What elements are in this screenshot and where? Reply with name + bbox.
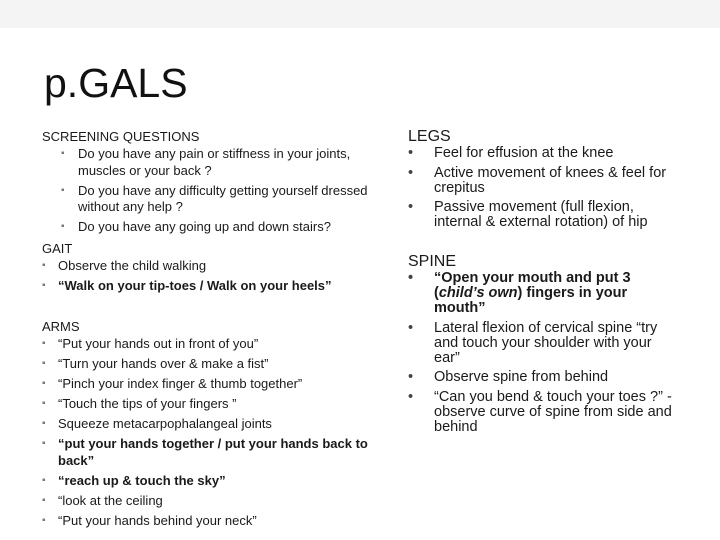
bullet-icon: ▪: [42, 259, 46, 271]
list-item: ▪ “Put your hands out in front of you”: [42, 335, 259, 351]
list-item: • “Open your mouth and put 3 (child’s own) fingers in your mouth”: [408, 270, 631, 316]
bullet-icon: •: [408, 145, 414, 161]
list-item: • “Can you bend & touch your toes ?” - observe curve of spine from side and behind: [408, 388, 672, 435]
list-item: • Active movement of knees & feel for crepitus: [408, 164, 667, 196]
arms-heading: ARMS: [42, 318, 80, 334]
bullet-icon: •: [408, 199, 414, 215]
gait-list: [42, 258, 372, 295]
spine-list: [408, 271, 678, 435]
bullet-icon: ▪: [42, 398, 46, 410]
bullet-icon: ▪: [42, 495, 46, 507]
bullet-icon: •: [408, 388, 414, 405]
bullet-icon: ▪: [42, 418, 46, 430]
list-item: ▪ Squeeze metacarpophalangeal joints: [42, 416, 272, 432]
legs-list: [408, 146, 678, 230]
list-item: • Observe spine from behind: [408, 369, 609, 385]
bullet-icon: ▪: [42, 378, 46, 390]
spine-heading: SPINE: [408, 253, 457, 270]
legs-heading: LEGS: [408, 128, 451, 145]
list-item: ▪ “Walk on your tip-toes / Walk on your heels”: [42, 277, 332, 293]
slide-title: p.GALS: [44, 60, 188, 106]
bullet-icon: ▪: [42, 357, 46, 369]
list-item: ▪ Do you have any going up and down stairs?: [61, 219, 331, 235]
right-column: [408, 127, 678, 439]
list-item: ▪ “Turn your hands over & make a fist”: [42, 355, 269, 371]
bullet-icon: ▪: [42, 515, 46, 527]
bullet-icon: ▪: [42, 279, 46, 291]
list-item: ▪ Do you have any difficulty getting yourself dressed without any help ?: [61, 182, 368, 215]
list-item: • Lateral flexion of cervical spine “try and touch your shoulder with your ear”: [408, 319, 658, 366]
list-item: ▪ Do you have any pain or stiffness in your joints, muscles or your back ?: [61, 146, 351, 178]
list-item: • Passive movement (full flexion, internal & external rotation) of hip: [408, 199, 648, 230]
list-item: ▪ “look at the ceiling: [42, 493, 163, 509]
list-item: ▪ “Pinch your index finger & thumb together”: [42, 376, 303, 392]
bullet-icon: ▪: [61, 148, 65, 159]
bullet-icon: •: [408, 319, 414, 336]
bullet-icon: •: [408, 270, 414, 286]
left-column: [42, 128, 372, 533]
bullet-icon: ▪: [61, 221, 65, 233]
bullet-icon: ▪: [61, 184, 65, 196]
list-item: • Feel for effusion at the knee: [408, 145, 614, 161]
bullet-icon: ▪: [42, 438, 46, 450]
arms-list: [42, 336, 372, 530]
bullet-icon: •: [408, 164, 414, 181]
bullet-icon: ▪: [42, 474, 46, 486]
list-item: ▪ “Touch the tips of your fingers ”: [42, 396, 237, 412]
list-item: ▪ “reach up & touch the sky”: [42, 472, 226, 488]
list-item: ▪ “Put your hands behind your neck”: [42, 513, 257, 529]
gait-heading: GAIT: [42, 240, 73, 256]
list-item: ▪ Observe the child walking: [42, 257, 207, 273]
list-item: ▪ “put your hands together / put your hands back to back”: [42, 436, 368, 468]
screening-list: [42, 146, 372, 236]
screening-heading: SCREENING QUESTIONS: [42, 129, 200, 144]
header-band: [0, 0, 720, 28]
bullet-icon: •: [408, 369, 414, 385]
bullet-icon: ▪: [42, 337, 46, 349]
